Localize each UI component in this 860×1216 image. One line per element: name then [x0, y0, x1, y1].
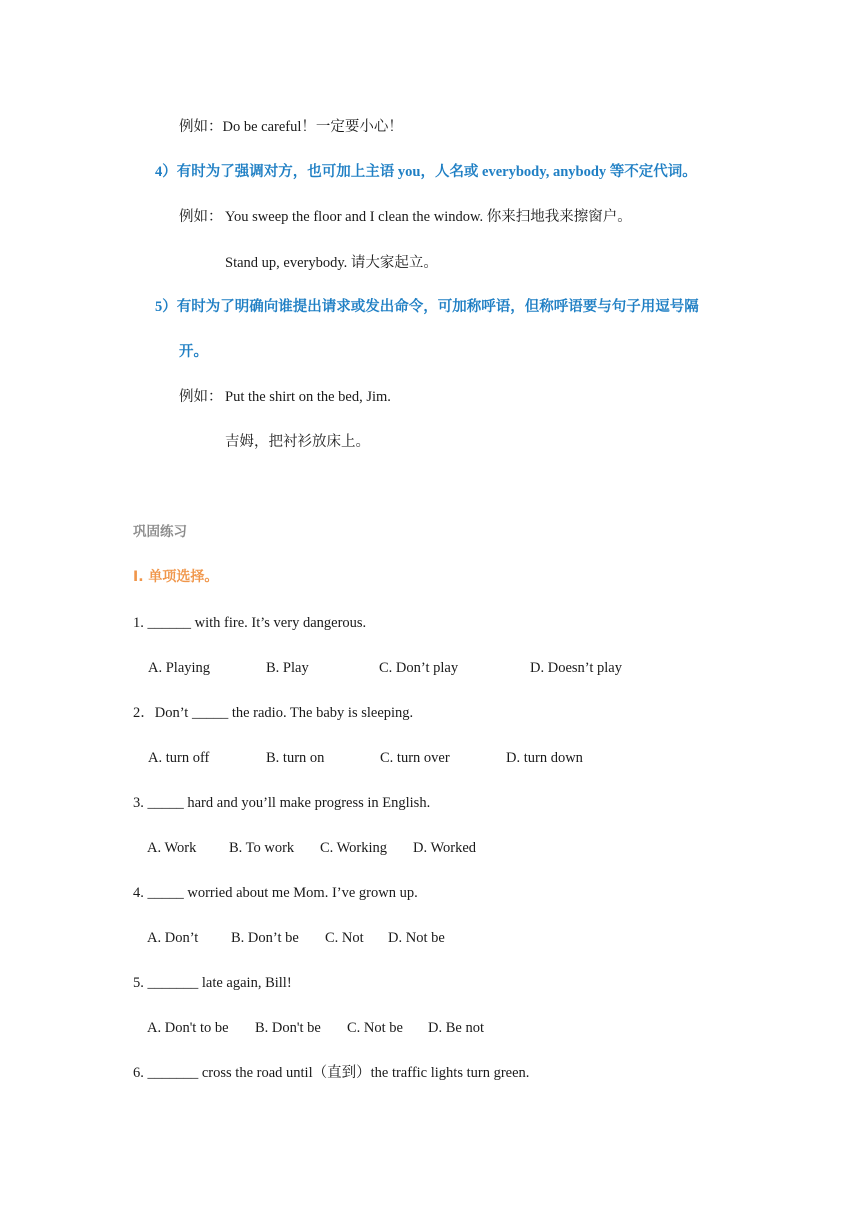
rule-4-heading: 4）有时为了强调对方，也可加上主语 you，人名或 everybody, anybody 等不定代词。 — [155, 164, 697, 180]
question-stem: 4. _____ worried about me Mom. I’ve grown up. — [133, 885, 418, 901]
option-d[interactable]: D. Doesn’t play — [530, 660, 622, 676]
option-b[interactable]: B. Play — [266, 660, 309, 676]
option-b[interactable]: B. turn on — [266, 750, 325, 766]
option-d[interactable]: D. turn down — [506, 750, 583, 766]
question-stem: 2．Don’t _____ the radio. The baby is sleeping. — [133, 705, 414, 721]
rule-5-heading-continued: 开。 — [179, 344, 208, 360]
section-heading-multiple-choice: Ⅰ. 单项选择。 — [133, 569, 219, 585]
example-label: 例如： — [179, 209, 223, 225]
option-b[interactable]: B. Don’t be — [231, 930, 299, 946]
option-a[interactable]: A. Work — [147, 840, 197, 856]
option-a[interactable]: A. Don’t — [147, 930, 199, 946]
option-b[interactable]: B. Don't be — [255, 1020, 321, 1036]
option-b[interactable]: B. To work — [229, 840, 295, 856]
rule-5-heading: 5）有时为了明确向谁提出请求或发出命令，可加称呼语，但称呼语要与句子用逗号隔 — [155, 299, 699, 315]
example-sweep-floor: You sweep the floor and I clean the window. 你来扫地我来擦窗户。 — [225, 209, 632, 225]
option-d[interactable]: D. Not be — [388, 930, 445, 946]
example-do-be-careful: 例如：Do be careful！一定要小心！ — [179, 119, 403, 135]
option-d[interactable]: D. Worked — [413, 840, 476, 856]
option-c[interactable]: C. Working — [320, 840, 388, 856]
question-stem: 6. _______ cross the road until（直到）the traffic lights turn green. — [133, 1065, 530, 1081]
question-stem: 1. ______ with fire. It’s very dangerous. — [133, 615, 367, 631]
option-a[interactable]: A. turn off — [148, 750, 210, 766]
option-a[interactable]: A. Don't to be — [147, 1020, 229, 1036]
example-put-shirt-translation: 吉姆，把衬衫放床上。 — [225, 434, 370, 450]
example-stand-up: Stand up, everybody. 请大家起立。 — [225, 255, 438, 271]
option-c[interactable]: C. turn over — [380, 750, 450, 766]
option-c[interactable]: C. Not — [325, 930, 364, 946]
option-a[interactable]: A. Playing — [148, 660, 211, 676]
option-c[interactable]: C. Not be — [347, 1020, 403, 1036]
question-stem: 5. _______ late again, Bill! — [133, 975, 292, 991]
example-put-shirt: Put the shirt on the bed, Jim. — [225, 389, 391, 405]
option-d[interactable]: D. Be not — [428, 1020, 484, 1036]
practice-heading: 巩固练习 — [133, 524, 187, 540]
option-c[interactable]: C. Don’t play — [379, 660, 459, 676]
question-stem: 3. _____ hard and you’ll make progress in English. — [133, 795, 431, 811]
example-label: 例如： — [179, 389, 223, 405]
